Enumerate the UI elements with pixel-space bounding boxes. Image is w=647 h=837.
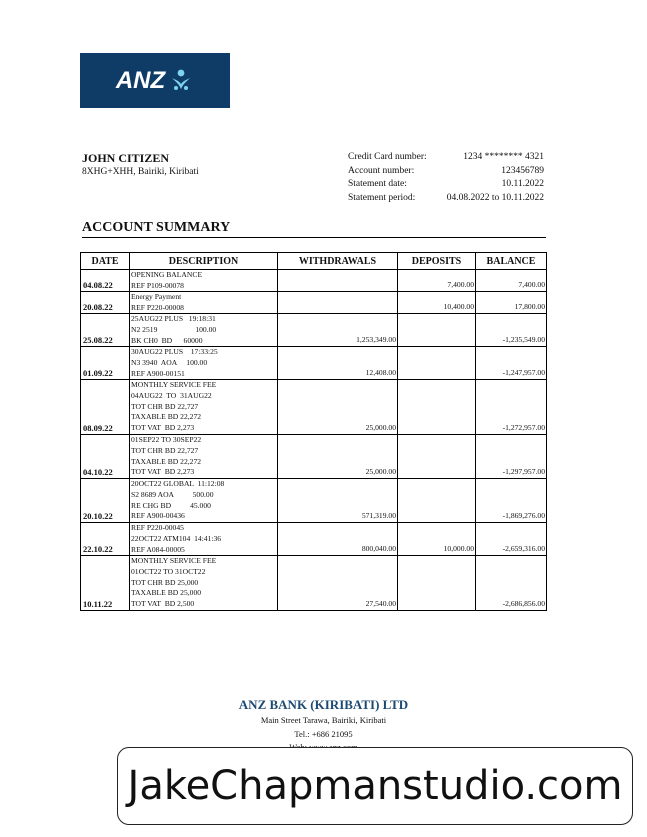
- cell-deposit: [398, 479, 476, 523]
- cell-withdrawal: 571,319.00: [278, 479, 398, 523]
- info-label: Statement period:: [348, 192, 416, 203]
- table-row: [81, 347, 547, 380]
- description-line: REF P220-00008: [131, 302, 184, 312]
- cell-deposit: [398, 347, 476, 380]
- table-row: [81, 314, 547, 347]
- description-line: RE CHG BD 45.000: [131, 500, 211, 510]
- cell-description: [130, 435, 278, 479]
- cell-description: [130, 347, 278, 380]
- description-line: 25AUG22 PLUS 19:18:31: [131, 314, 216, 324]
- cell-description: [130, 314, 278, 347]
- description-line: 01SEP22 TO 30SEP22: [131, 435, 202, 445]
- anz-logo: [80, 53, 230, 108]
- cell-withdrawal: [278, 292, 398, 314]
- cell-date: 20.08.22: [81, 292, 130, 314]
- description-line: TOT VAT BD 2,273: [131, 467, 195, 477]
- cell-balance: 17,800.00: [476, 292, 547, 314]
- footer-address: Main Street Tarawa, Bairiki, Kiribati: [260, 715, 387, 725]
- cell-balance: -1,869,276.00: [476, 479, 547, 523]
- cell-date: 22.10.22: [81, 523, 130, 556]
- cell-date: 10.11.22: [81, 556, 130, 611]
- info-label: Credit Card number:: [348, 152, 427, 162]
- table-row: [81, 380, 547, 435]
- description-line: 20OCT22 GLOBAL 11:12:08: [131, 479, 225, 489]
- description-line: 04AUG22 TO 31AUG22: [131, 390, 212, 400]
- description-line: MONTHLY SERVICE FEE: [131, 556, 217, 566]
- cell-balance: -1,272,957.00: [476, 380, 547, 435]
- account-info: [348, 152, 544, 206]
- table-row: [81, 523, 547, 556]
- section-title: ACCOUNT SUMMARY: [82, 220, 546, 238]
- description-line: REF A900-00151: [131, 368, 185, 378]
- header-deposits: DEPOSITS: [398, 253, 476, 270]
- cell-withdrawal: [278, 270, 398, 292]
- anz-people-icon: [168, 68, 194, 94]
- info-row: [348, 166, 544, 180]
- cell-date: 08.09.22: [81, 380, 130, 435]
- description-line: MONTHLY SERVICE FEE: [131, 380, 217, 390]
- description-line: OPENING BALANCE: [131, 270, 203, 279]
- description-line: TAXABLE BD 22,272: [131, 412, 202, 422]
- cell-balance: -1,297,957.00: [476, 435, 547, 479]
- table-row: [81, 435, 547, 479]
- description-line: TAXABLE BD 22,272: [131, 456, 202, 466]
- footer-bank-name: ANZ BANK (KIRIBATI) LTD: [238, 697, 409, 712]
- description-line: 22OCT22 ATM104 14:41:36: [131, 533, 222, 543]
- description-line: REF A084-00005: [131, 544, 185, 554]
- info-value: 04.08.2022 to 10.11.2022: [446, 192, 544, 203]
- cell-description: [130, 270, 278, 292]
- cell-date: 20.10.22: [81, 479, 130, 523]
- cell-date: 04.08.22: [81, 270, 130, 292]
- table-row: [81, 270, 547, 292]
- cell-description: [130, 523, 278, 556]
- cell-withdrawal: 25,000.00: [278, 380, 398, 435]
- header-withdrawals: WITHDRAWALS: [278, 253, 398, 270]
- info-label: Account number:: [348, 165, 415, 176]
- cell-date: 25.08.22: [81, 314, 130, 347]
- footer-tel: Tel.: +686 21095: [294, 729, 353, 739]
- cell-withdrawal: 25,000.00: [278, 435, 398, 479]
- description-line: N3 3940 AOA 100.00: [131, 357, 208, 367]
- header-date: DATE: [81, 253, 130, 270]
- cell-deposit: 10,400.00: [398, 292, 476, 314]
- logo-text: ANZ: [115, 66, 166, 94]
- cell-deposit: 10,000.00: [398, 523, 476, 556]
- info-label: Statement date:: [348, 179, 407, 189]
- description-line: N2 2519 100.00: [131, 324, 217, 334]
- info-value: 10.11.2022: [501, 179, 544, 189]
- description-line: REF P220-00045: [131, 523, 184, 533]
- info-row: [348, 179, 544, 193]
- table-row: [81, 479, 547, 523]
- header-balance: BALANCE: [476, 253, 547, 270]
- customer-name: JOHN CITIZEN: [82, 151, 170, 165]
- cell-description: [130, 556, 278, 611]
- table-row: [81, 292, 547, 314]
- cell-date: 01.09.22: [81, 347, 130, 380]
- cell-description: [130, 380, 278, 435]
- description-line: 01OCT22 TO 31OCT22: [131, 566, 206, 576]
- cell-description: [130, 292, 278, 314]
- info-row: [348, 152, 544, 166]
- cell-balance: -1,235,549.00: [476, 314, 547, 347]
- cell-deposit: [398, 435, 476, 479]
- table-header-row: [81, 253, 547, 270]
- info-row: [348, 193, 544, 207]
- description-line: TOT CHR BD 25,000: [131, 577, 199, 587]
- info-value: 1234 ******** 4321: [463, 152, 544, 162]
- cell-withdrawal: 1,253,349.00: [278, 314, 398, 347]
- description-line: BK CH0 BD 60000: [131, 335, 203, 345]
- cell-withdrawal: 12,408.00: [278, 347, 398, 380]
- cell-balance: -2,659,316.00: [476, 523, 547, 556]
- info-value: 123456789: [501, 165, 544, 176]
- customer-address: 8XHG+XHH, Bairiki, Kiribati: [82, 167, 199, 177]
- description-line: TAXABLE BD 25,000: [131, 588, 202, 598]
- cell-balance: -2,686,856.00: [476, 556, 547, 611]
- table-row: [81, 556, 547, 611]
- cell-balance: -1,247,957.00: [476, 347, 547, 380]
- cell-withdrawal: 800,040.00: [278, 523, 398, 556]
- cell-balance: 7,400.00: [476, 270, 547, 292]
- description-line: TOT VAT BD 2,273: [131, 422, 195, 432]
- description-line: TOT CHR BD 22,727: [131, 401, 199, 411]
- header-description: DESCRIPTION: [130, 253, 278, 270]
- watermark-banner: JakeChapmanstudio.com: [117, 747, 633, 825]
- cell-description: [130, 479, 278, 523]
- cell-deposit: 7,400.00: [398, 270, 476, 292]
- cell-deposit: [398, 380, 476, 435]
- description-line: 30AUG22 PLUS 17:33:25: [131, 347, 218, 357]
- description-line: TOT VAT BD 2,500: [131, 598, 195, 608]
- description-line: S2 8689 AOA 500.00: [131, 489, 214, 499]
- description-line: REF A900-00436: [131, 511, 185, 521]
- cell-deposit: [398, 314, 476, 347]
- cell-deposit: [398, 556, 476, 611]
- account-summary-table: [80, 252, 547, 611]
- cell-withdrawal: 27,540.00: [278, 556, 398, 611]
- description-line: TOT CHR BD 22,727: [131, 445, 199, 455]
- cell-date: 04.10.22: [81, 435, 130, 479]
- description-line: REF P109-00078: [131, 280, 184, 290]
- description-line: Energy Payment: [131, 292, 182, 302]
